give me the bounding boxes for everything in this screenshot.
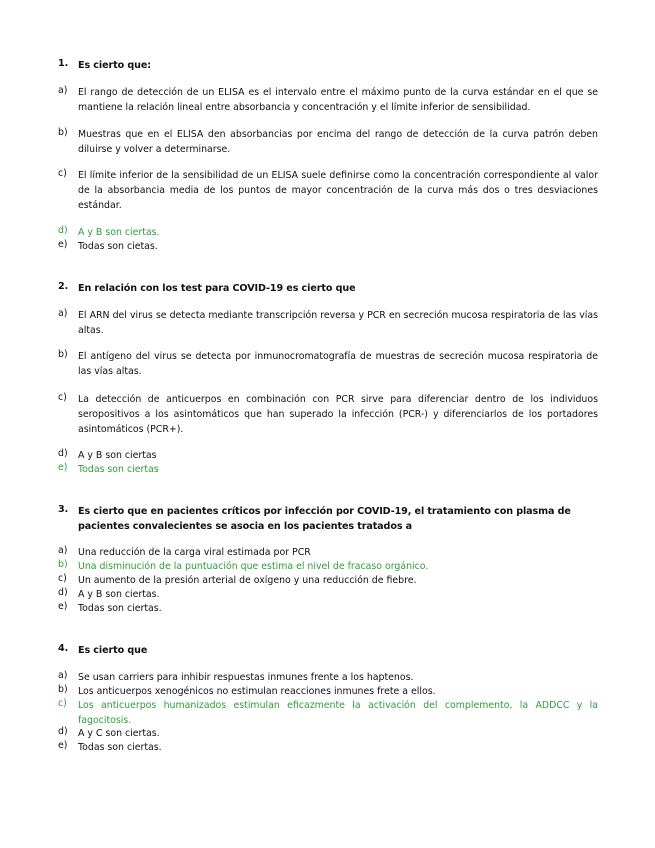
option-letter: d) [58,587,68,598]
option-letter: a) [58,308,68,319]
question-text: Es cierto que: [78,60,151,71]
question-text: Es cierto que [78,645,148,656]
option-text: Todas son ciertas. [78,603,162,614]
option-letter: b) [58,684,68,695]
option-letter: a) [58,670,68,681]
option-letter: c) [58,698,67,709]
option-letter: b) [58,127,68,138]
option-letter: b) [58,559,68,570]
option-text: Todas son ciertas [78,464,159,475]
option-text: Un aumento de la presión arterial de oxígeno y una reducción de fiebre. [78,575,417,586]
option-text: La detección de anticuerpos en combinación con PCR sirve para diferenciar dentro de los individuos seropositivos a los asintomáticos que han superado la infección (PCR-) y diferenciarlos de los portadores asintomáticos (PCR+). [78,394,598,435]
option-text: El límite inferior de la sensibilidad de un ELISA suele definirse como la concentración correspondiente al valor de la absorbancia media de los puntos de mayor concentración de la curva más dos o tres desviaciones estándar. [78,170,598,211]
option-letter: b) [58,349,68,360]
option-text: Muestras que en el ELISA den absorbancias por encima del rango de detección de la curva patrón deben diluirse y volver a determinarse. [78,129,598,155]
option-text: A y B son ciertas. [78,227,160,238]
option-text: A y C son ciertas. [78,728,160,739]
question-text: Es cierto que en pacientes críticos por infección por COVID-19, el tratamiento con plasma de pacientes convalecientes se asocia en los pacientes tratados a [78,506,571,532]
option-text: Los anticuerpos humanizados estimulan eficazmente la activación del complemento, la ADDCC y la fagocitosis. [78,700,598,726]
option-text: A y B son ciertas. [78,589,160,600]
option-letter: d) [58,726,68,737]
option-letter: e) [58,462,68,473]
option-letter: c) [58,573,67,584]
option-text: A y B son ciertas [78,450,157,461]
question-number: 3. [58,504,69,515]
option-text: Todas son cietas. [78,241,158,252]
option-letter: a) [58,85,68,96]
option-text: Todas son ciertas. [78,742,162,753]
option-letter: a) [58,545,68,556]
option-text: El antígeno del virus se detecta por inmunocromatografía de muestras de secreción mucosa respiratoria de las vías altas. [78,351,598,377]
question-number: 4. [58,643,69,654]
question-text: En relación con los test para COVID-19 es cierto que [78,283,356,294]
option-letter: c) [58,168,67,179]
option-letter: c) [58,392,67,403]
option-letter: e) [58,740,68,751]
option-text: Se usan carriers para inhibir respuestas inmunes frente a los haptenos. [78,672,414,683]
option-letter: d) [58,448,68,459]
question-number: 2. [58,281,69,292]
question-number: 1. [58,58,69,69]
option-text: Una disminución de la puntuación que estima el nivel de fracaso orgánico. [78,561,429,572]
option-text: Una reducción de la carga viral estimada por PCR [78,547,311,558]
option-letter: d) [58,225,68,236]
option-letter: e) [58,601,68,612]
option-text: Los anticuerpos xenogénicos no estimulan reacciones inmunes frete a ellos. [78,686,436,697]
option-text: El ARN del virus se detecta mediante transcripción reversa y PCR en secreción mucosa respiratoria de las vías altas. [78,310,598,336]
option-letter: e) [58,239,68,250]
option-text: El rango de detección de un ELISA es el intervalo entre el máximo punto de la curva estándar en el que se mantiene la relación lineal entre absorbancia y concentración y el límite inferior de sensibilidad. [78,87,598,113]
